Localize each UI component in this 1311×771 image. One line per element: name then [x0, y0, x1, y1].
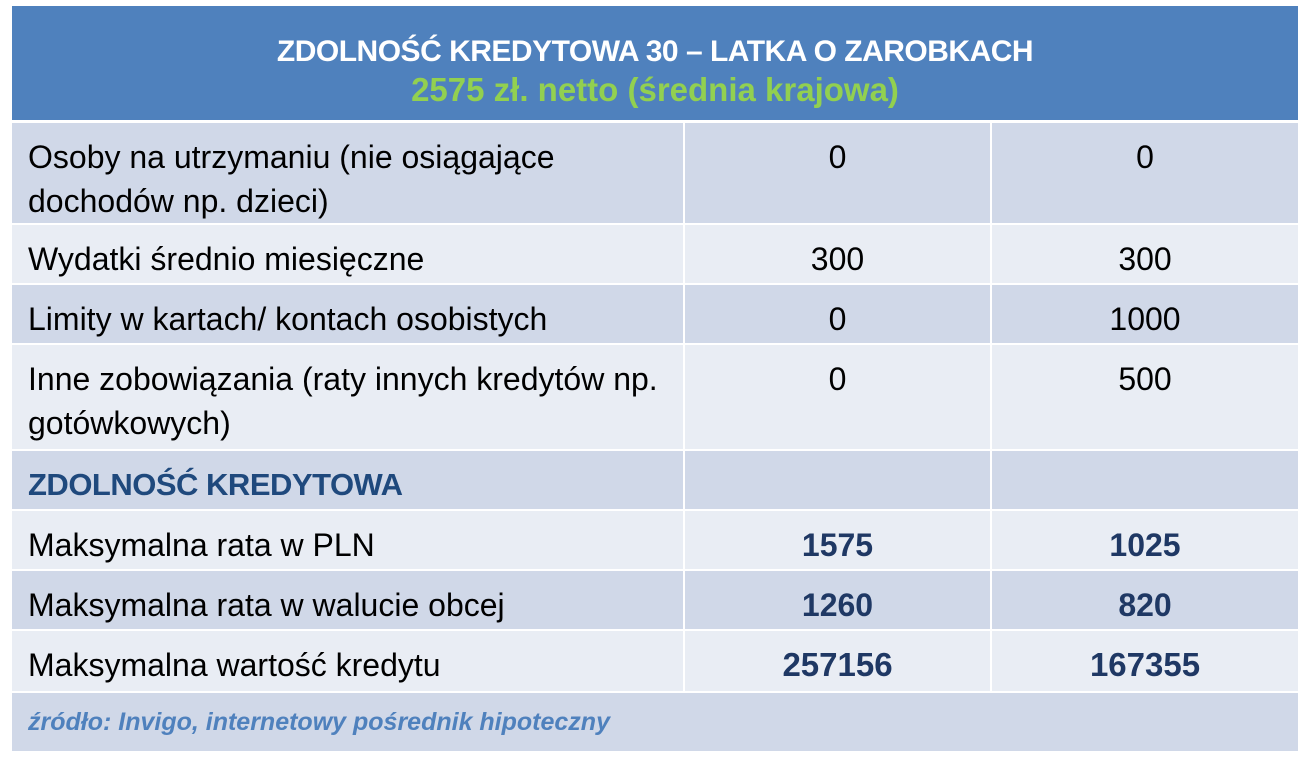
row-value-b: 500	[991, 344, 1298, 450]
row-value-a: 257156	[684, 630, 991, 692]
row-value-a: 1575	[684, 510, 991, 570]
credit-capacity-table	[12, 6, 1298, 751]
row-value-b: 167355	[991, 630, 1298, 692]
row-label: Limity w kartach/ kontach osobistych	[12, 284, 684, 344]
table-row-dependents	[12, 122, 1298, 225]
row-label: Maksymalna wartość kredytu	[12, 630, 684, 692]
row-label: Maksymalna rata w walucie obcej	[12, 570, 684, 630]
table-source-row	[12, 692, 1298, 751]
row-value-b: 300	[991, 224, 1298, 284]
row-label: Wydatki średnio miesięczne	[12, 224, 684, 284]
table-row-card-limits	[12, 284, 1298, 344]
row-value-b: 1025	[991, 510, 1298, 570]
table-row-other-liabilities	[12, 344, 1298, 450]
table-row-expenses	[12, 224, 1298, 284]
section-empty-b	[991, 450, 1298, 510]
section-heading: ZDOLNOŚĆ KREDYTOWA	[12, 450, 684, 510]
table-row-max-loan-value	[12, 630, 1298, 692]
table-header	[12, 6, 1298, 122]
table-section-row	[12, 450, 1298, 510]
table-row-max-installment-foreign	[12, 570, 1298, 630]
row-value-a: 0	[684, 344, 991, 450]
row-value-a: 300	[684, 224, 991, 284]
row-value-a: 1260	[684, 570, 991, 630]
row-value-a: 0	[684, 284, 991, 344]
source-note: źródło: Invigo, internetowy pośrednik hipoteczny	[12, 692, 1298, 751]
table-title: ZDOLNOŚĆ KREDYTOWA 30 – LATKA O ZAROBKACH	[276, 35, 1034, 68]
row-value-b: 0	[991, 122, 1298, 225]
section-empty-a	[684, 450, 991, 510]
credit-capacity-table-wrapper	[12, 6, 1298, 759]
row-label: Osoby na utrzymaniu (nie osiągające dochodów np. dzieci)	[12, 122, 684, 225]
table-header-row	[12, 6, 1298, 122]
row-label: Maksymalna rata w PLN	[12, 510, 684, 570]
row-value-b: 820	[991, 570, 1298, 630]
row-label: Inne zobowiązania (raty innych kredytów np. gotówkowych)	[12, 344, 684, 450]
table-subtitle: 2575 zł. netto (średnia krajowa)	[411, 71, 899, 108]
row-value-b: 1000	[991, 284, 1298, 344]
row-value-a: 0	[684, 122, 991, 225]
table-row-max-installment-pln	[12, 510, 1298, 570]
